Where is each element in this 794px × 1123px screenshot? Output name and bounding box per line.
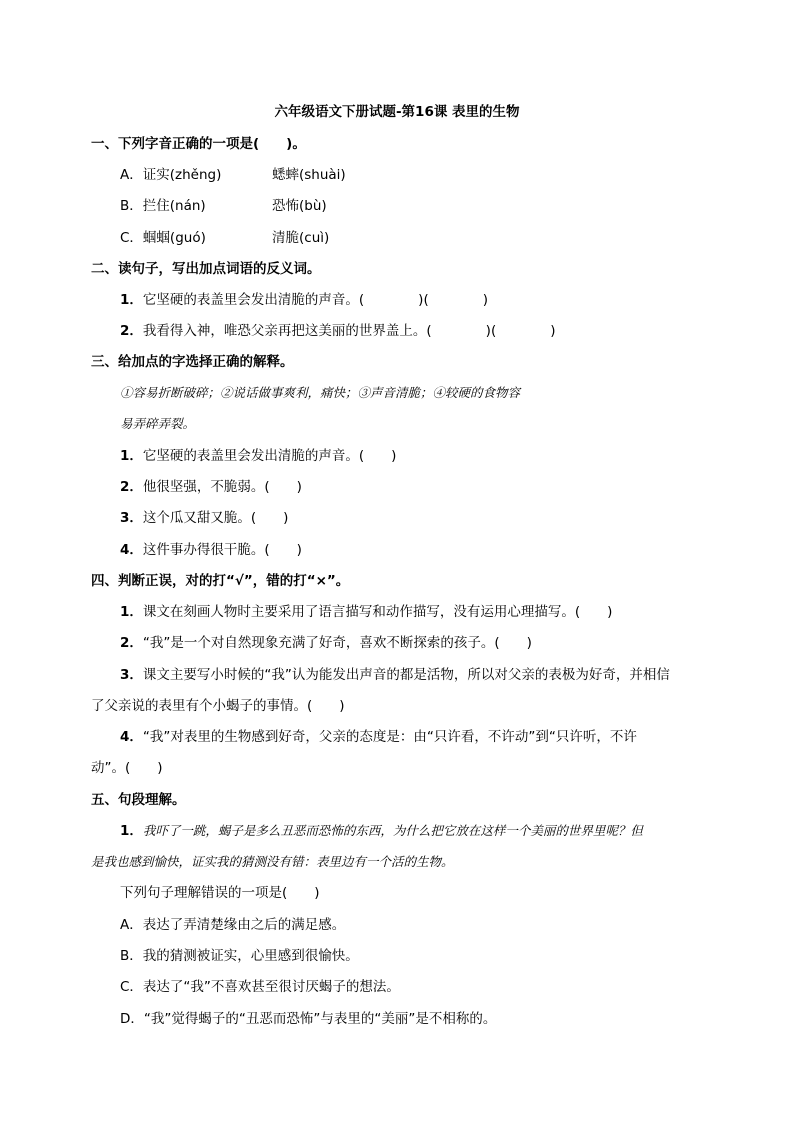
page-title: 六年级语文下册试题-第16课 表里的生物	[274, 104, 520, 120]
s4-question-2	[120, 633, 532, 653]
s4-question-3	[120, 665, 670, 685]
s1-option-c: C．蝈蝈(guó)	[120, 230, 206, 246]
s3-q1-text: 它坚硬的表盖里会发出清脆的声音。( )	[142, 448, 397, 464]
s4-q3-text-line-1: 课文主要写小时候的“我”认为能发出声音的都是活物，所以对父亲的表极为好奇，并相信	[142, 667, 670, 683]
section-4-heading: 四、判断正误，对的打“√”，错的打“×”。	[91, 573, 350, 589]
s3-question-3	[120, 508, 288, 528]
s4-q4-number: 4．	[120, 729, 143, 745]
s3-question-2	[120, 477, 302, 497]
s5-option-c: C．表达了“我”不喜欢甚至很讨厌蝎子的想法。	[120, 979, 400, 995]
s2-q1-number: 1．	[120, 292, 143, 308]
s3-question-4	[120, 540, 302, 560]
s1-option-b-second: 恐怖(bù)	[272, 198, 327, 214]
s2-q1-text: 它坚硬的表盖里会发出清脆的声音。( )( )	[142, 292, 488, 308]
s4-q1-text: 课文在刻画人物时主要采用了语言描写和动作描写，没有运用心理描写。( )	[142, 604, 613, 620]
section-2-heading: 二、读句子，写出加点词语的反义词。	[91, 261, 321, 277]
s2-q2-text: 我看得入神，唯恐父亲再把这美丽的世界盖上。( )( )	[142, 323, 556, 339]
s4-question-1	[120, 602, 612, 622]
section-1-heading: 一、下列字音正确的一项是( )。	[91, 136, 306, 152]
s5-option-b: B．我的猜测被证实，心里感到很愉快。	[120, 948, 359, 964]
s4-q4-text-line-2: 动”。( )	[91, 760, 163, 776]
s5-passage-line-1	[120, 821, 643, 841]
s5-option-a: A．表达了弄清楚缘由之后的满足感。	[120, 917, 346, 933]
s4-q2-number: 2．	[120, 635, 143, 651]
s2-q2-number: 2．	[120, 323, 143, 339]
s3-q4-text: 这件事办得很干脆。( )	[142, 542, 302, 558]
s4-q4-text-line-1: “我”对表里的生物感到好奇，父亲的态度是：由“只许看，不许动”到“只许听，不许	[142, 729, 637, 745]
s2-question-1	[120, 290, 488, 310]
section-3-heading: 三、给加点的字选择正确的解释。	[91, 354, 294, 370]
s3-q4-number: 4．	[120, 542, 143, 558]
s3-q1-number: 1．	[120, 448, 143, 464]
s5-question: 下列句子理解错误的一项是( )	[120, 885, 320, 901]
s4-q3-text-line-2: 了父亲说的表里有个小蝎子的事情。( )	[91, 698, 345, 714]
s2-question-2	[120, 321, 555, 341]
s5-passage-text-1: 我吓了一跳，蝎子是多么丑恶而恐怖的东西，为什么把它放在这样一个美丽的世界里呢？但	[142, 823, 643, 838]
s5-option-d: D．“我”觉得蝎子的“丑恶而恐怖”与表里的“美丽”是不相称的。	[120, 1011, 497, 1027]
s1-option-c-second: 清脆(cuì)	[272, 230, 330, 246]
s3-q2-text: 他很坚强，不脆弱。( )	[142, 479, 302, 495]
s1-option-a: A．证实(zhěng)	[120, 167, 222, 183]
s1-option-a-second: 蟋蟀(shuài)	[272, 167, 346, 183]
section-5-heading: 五、句段理解。	[91, 792, 186, 808]
s4-question-4	[120, 727, 637, 747]
s3-options-line-2: 易弄碎弄裂。	[120, 416, 196, 431]
s3-q3-text: 这个瓜又甜又脆。( )	[142, 510, 289, 526]
s5-passage-line-2: 是我也感到愉快，证实我的猜测没有错：表里边有一个活的生物。	[91, 854, 454, 869]
s4-q2-text: “我”是一个对自然现象充满了好奇，喜欢不断探索的孩子。( )	[142, 635, 532, 651]
s3-q2-number: 2．	[120, 479, 143, 495]
s3-options-line-1: ①容易折断破碎；②说话做事爽利，痛快；③声音清脆；④较硬的食物容	[120, 385, 521, 400]
s1-option-b: B．拦住(nán)	[120, 198, 206, 214]
s4-q1-number: 1．	[120, 604, 143, 620]
s4-q3-number: 3．	[120, 667, 143, 683]
s3-question-1	[120, 446, 396, 466]
s3-q3-number: 3．	[120, 510, 143, 526]
s5-passage-number: 1．	[120, 823, 143, 839]
